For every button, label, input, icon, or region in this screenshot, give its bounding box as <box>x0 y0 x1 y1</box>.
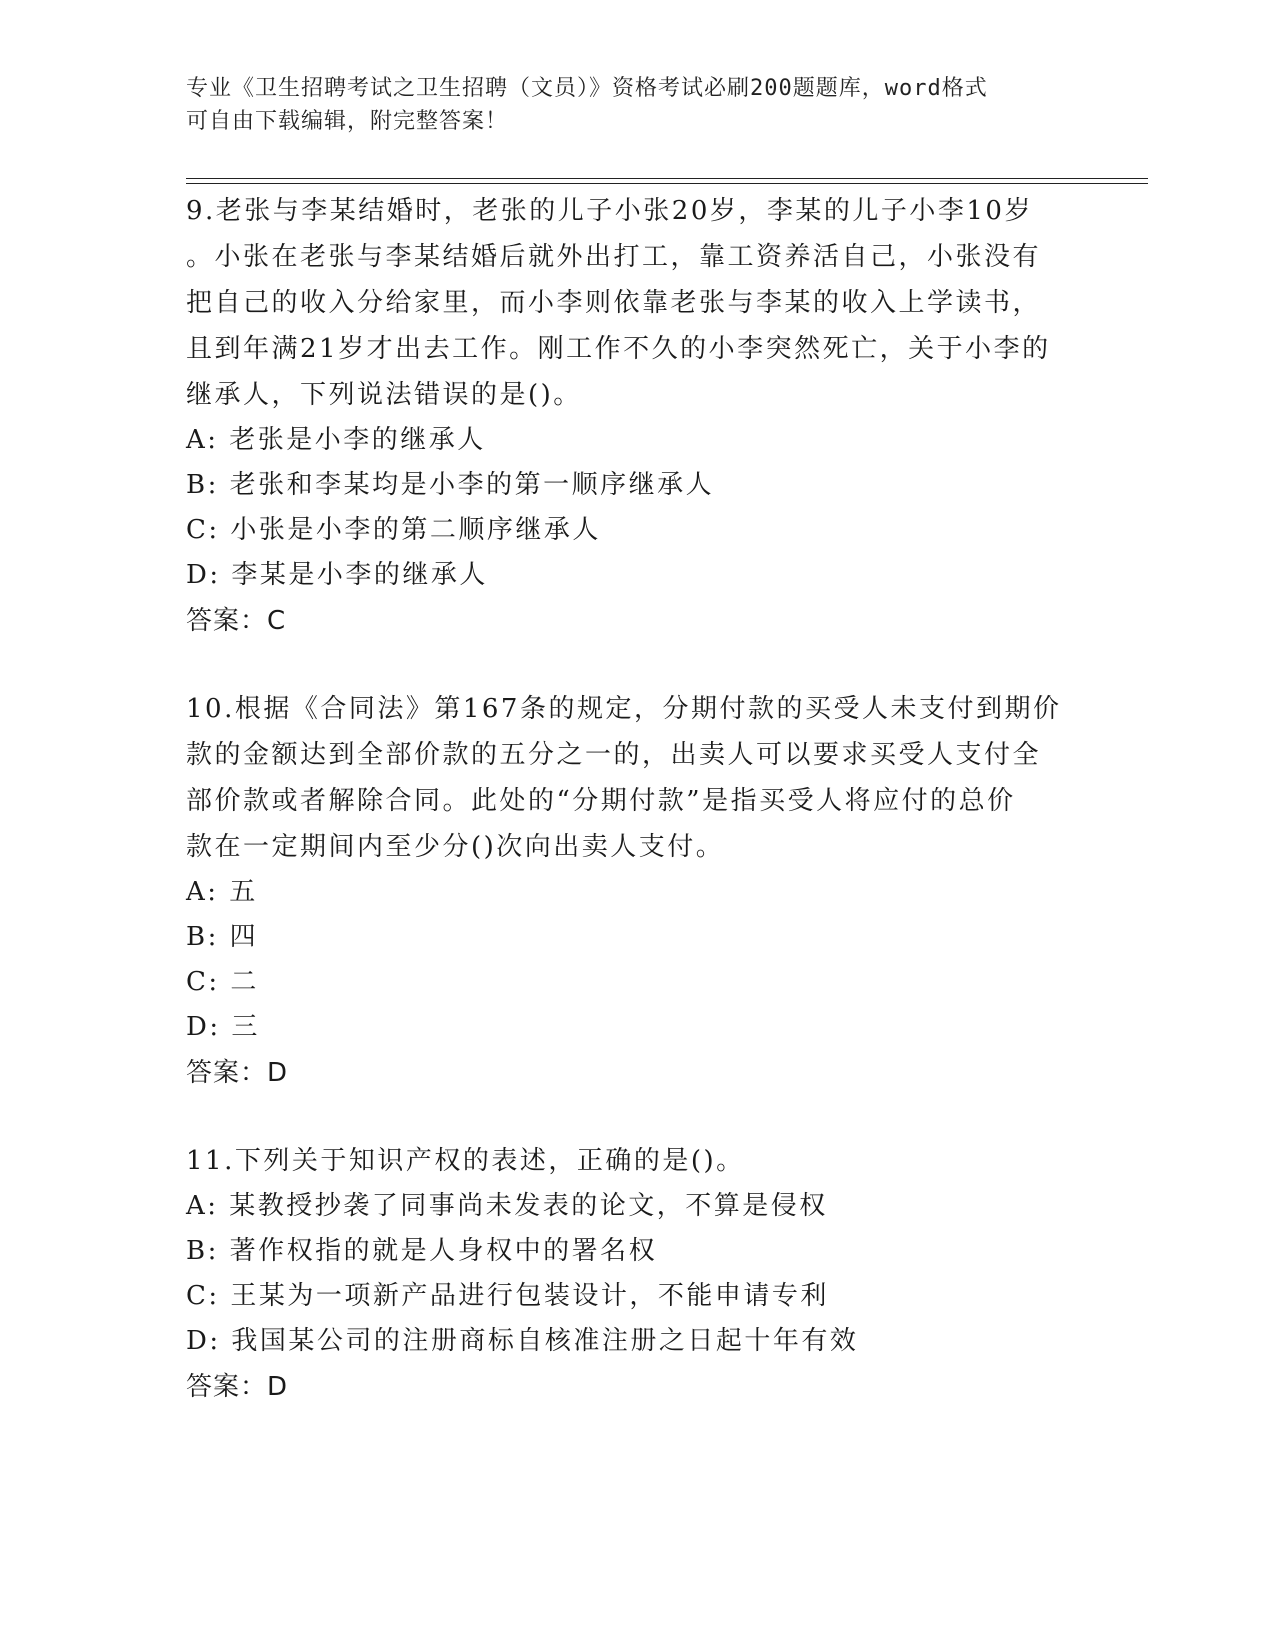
option-c: C: 王某为一项新产品进行包装设计，不能申请专利 <box>186 1281 829 1311</box>
stem-line: 继承人，下列说法错误的是()。 <box>186 380 582 410</box>
header-line-1: 专业《卫生招聘考试之卫生招聘（文员）》资格考试必刷200题题库，word格式 <box>186 76 988 101</box>
stem-line: 部价款或者解除合同。此处的“分期付款”是指买受人将应付的总价 <box>186 786 1016 816</box>
stem-line: 且到年满21岁才出去工作。刚工作不久的小李突然死亡，关于小李的 <box>186 334 1051 364</box>
header-line-2: 可自由下载编辑，附完整答案！ <box>186 109 509 134</box>
question-list <box>186 188 1066 1410</box>
option-d: D: 三 <box>186 1012 260 1042</box>
question-10 <box>186 686 1066 1096</box>
answer-label: 答案：C <box>186 606 287 636</box>
answer-label: 答案：D <box>186 1372 289 1402</box>
stem-line: 款的金额达到全部价款的五分之一的，出卖人可以要求买受人支付全 <box>186 740 1042 770</box>
question-9 <box>186 188 1066 644</box>
stem-line: 。小张在老张与李某结婚后就外出打工，靠工资养活自己，小张没有 <box>186 242 1042 272</box>
option-a: A: 五 <box>186 877 258 907</box>
header-divider-top <box>186 178 1148 179</box>
question-spacer <box>186 644 1066 686</box>
question-stem <box>186 188 1066 418</box>
option-d: D: 我国某公司的注册商标自核准注册之日起十年有效 <box>186 1326 859 1356</box>
stem-line: 11.下列关于知识产权的表述，正确的是()。 <box>186 1146 745 1176</box>
option-c: C: 二 <box>186 967 259 997</box>
option-b: B: 四 <box>186 922 259 952</box>
option-c: C: 小张是小李的第二顺序继承人 <box>186 515 601 545</box>
option-b: B: 著作权指的就是人身权中的署名权 <box>186 1236 658 1266</box>
option-a: A: 某教授抄袭了同事尚未发表的论文，不算是侵权 <box>186 1191 828 1221</box>
question-stem <box>186 686 1066 870</box>
document-header <box>186 72 1066 138</box>
stem-line: 款在一定期间内至少分()次向出卖人支付。 <box>186 832 725 862</box>
answer-label: 答案：D <box>186 1058 289 1088</box>
option-d: D: 李某是小李的继承人 <box>186 560 488 590</box>
header-divider-bottom <box>186 183 1148 184</box>
question-spacer <box>186 1096 1066 1138</box>
option-a: A: 老张是小李的继承人 <box>186 425 486 455</box>
question-11 <box>186 1138 1066 1410</box>
option-b: B: 老张和李某均是小李的第一顺序继承人 <box>186 470 715 500</box>
stem-line: 把自己的收入分给家里，而小李则依靠老张与李某的收入上学读书， <box>186 288 1042 318</box>
stem-line: 9.老张与李某结婚时，老张的儿子小张20岁，李某的儿子小李10岁 <box>186 196 1033 226</box>
stem-line: 10.根据《合同法》第167条的规定，分期付款的买受人未支付到期价 <box>186 694 1062 724</box>
question-stem <box>186 1138 1066 1184</box>
